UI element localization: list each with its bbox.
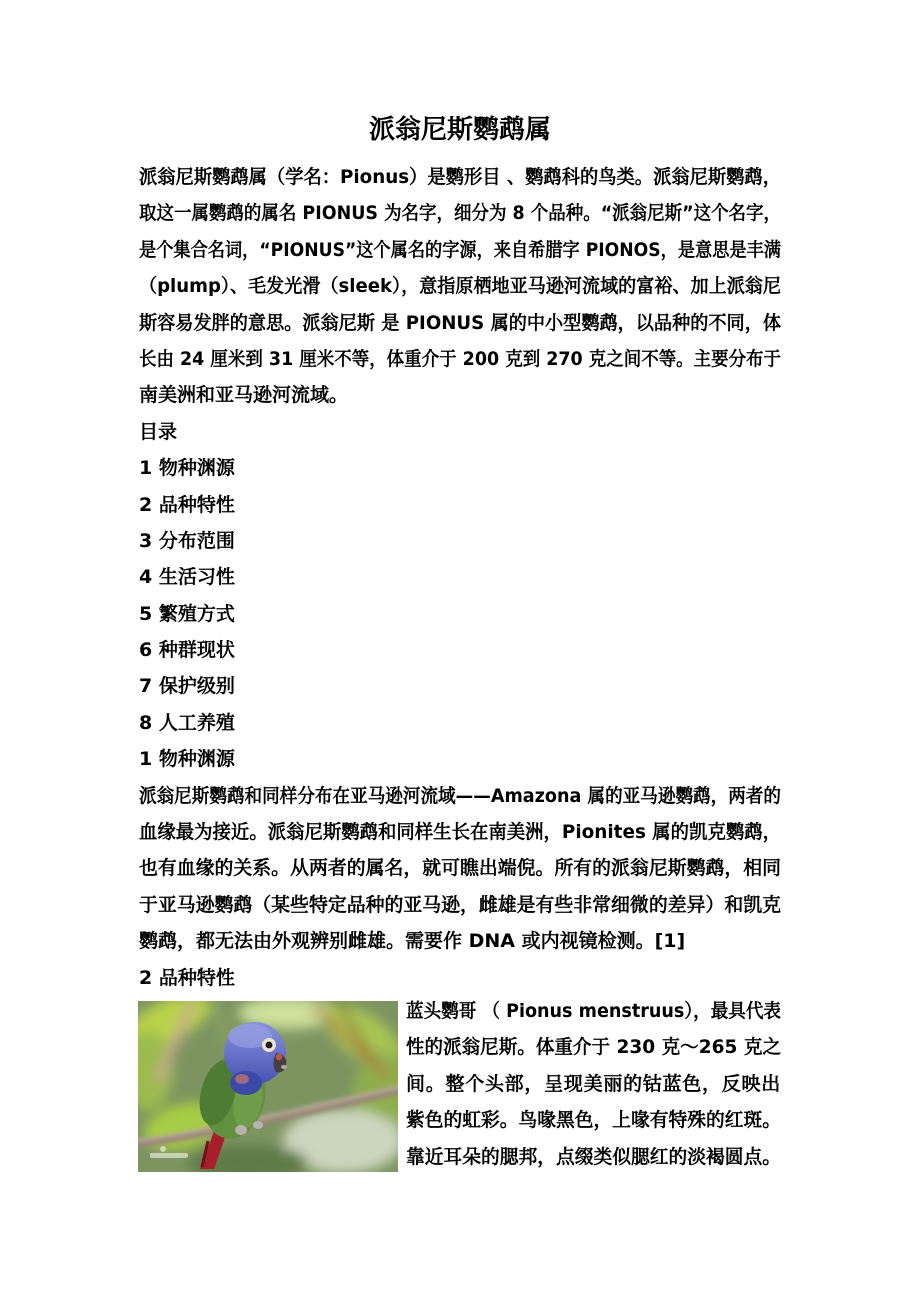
caption-line: 间。整个头部，呈现美丽的钴蓝色，反映出 bbox=[406, 1072, 781, 1095]
toc-item: 5 繁殖方式 bbox=[139, 602, 235, 625]
section-heading: 1 物种渊源 bbox=[139, 748, 235, 771]
caption-line: 性的派翁尼斯。体重介于 230 克～265 克之 bbox=[406, 1036, 781, 1059]
intro-line: 斯容易发胖的意思。派翁尼斯 是 PIONUS 属的中小型鹦鹉，以品种的不同，体 bbox=[139, 311, 781, 334]
parrot-eye bbox=[266, 1042, 273, 1049]
document-title: 派翁尼斯鹦鹉属 bbox=[368, 115, 551, 145]
section-line: 鹦鹉，都无法由外观辨别雌雄。需要作 DNA 或内视镜检测。[1] bbox=[139, 930, 686, 953]
toc-item: 2 品种特性 bbox=[139, 493, 235, 516]
section-line: 派翁尼斯鹦鹉和同样分布在亚马逊河流域——Amazona 属的亚马逊鹦鹉，两者的 bbox=[139, 784, 781, 807]
caption-line: 紫色的虹彩。鸟喙黑色，上喙有特殊的红斑。 bbox=[406, 1109, 781, 1132]
section-line: 于亚马逊鹦鹉（某些特定品种的亚马逊，雌雄是有些非常细微的差异）和凯克 bbox=[139, 893, 781, 916]
toc-item: 3 分布范围 bbox=[139, 529, 235, 552]
intro-line: 南美洲和亚马逊河流域。 bbox=[139, 384, 349, 407]
intro-line: 是个集合名词，“PIONUS”这个属名的字源，来自希腊字 PIONOS，是意思是丰满 bbox=[139, 238, 781, 261]
caption-line: 蓝头鹦哥 （ Pionus menstruus），最具代表 bbox=[406, 1000, 781, 1022]
parrot-foot bbox=[235, 1125, 247, 1135]
parrot-foot bbox=[253, 1121, 263, 1129]
parrot-photo-graphic bbox=[138, 1001, 398, 1172]
intro-line: 取这一属鹦鹉的属名 PIONUS 为名字，细分为 8 个品种。“派翁尼斯”这个名字， bbox=[139, 202, 781, 225]
section-line: 血缘最为接近。派翁尼斯鹦鹉和同样生长在南美洲，Pionites 属的凯克鹦鹉， bbox=[139, 821, 781, 844]
toc-heading: 目录 bbox=[139, 420, 178, 443]
toc-item: 7 保护级别 bbox=[139, 675, 235, 698]
intro-line: 派翁尼斯鹦鹉属（学名：Pionus）是鹦形目 、鹦鹉科的鸟类。派翁尼斯鹦鹉， bbox=[139, 166, 781, 188]
image-side-text-column bbox=[406, 993, 781, 1175]
beak-red-spot bbox=[276, 1054, 282, 1060]
section-heading: 2 品种特性 bbox=[139, 966, 235, 989]
toc-item: 1 物种渊源 bbox=[139, 457, 235, 480]
parrot-photo bbox=[138, 1001, 398, 1172]
main-text-column bbox=[139, 159, 781, 996]
intro-line: 长由 24 厘米到 31 厘米不等，体重介于 200 克到 270 克之间不等。主要分布于 bbox=[139, 347, 781, 370]
toc-item: 8 人工养殖 bbox=[139, 711, 235, 734]
intro-line: （plump）、毛发光滑（sleek），意指原栖地亚马逊河流域的富裕、加上派翁尼 bbox=[139, 275, 781, 298]
toc-item: 6 种群现状 bbox=[139, 639, 235, 662]
section-line: 也有血缘的关系。从两者的属名，就可瞧出端倪。所有的派翁尼斯鹦鹉，相同 bbox=[139, 857, 781, 880]
caption-line: 靠近耳朵的腮邦，点缀类似腮红的淡褐圆点。 bbox=[406, 1145, 781, 1168]
toc-item: 4 生活习性 bbox=[139, 566, 235, 589]
